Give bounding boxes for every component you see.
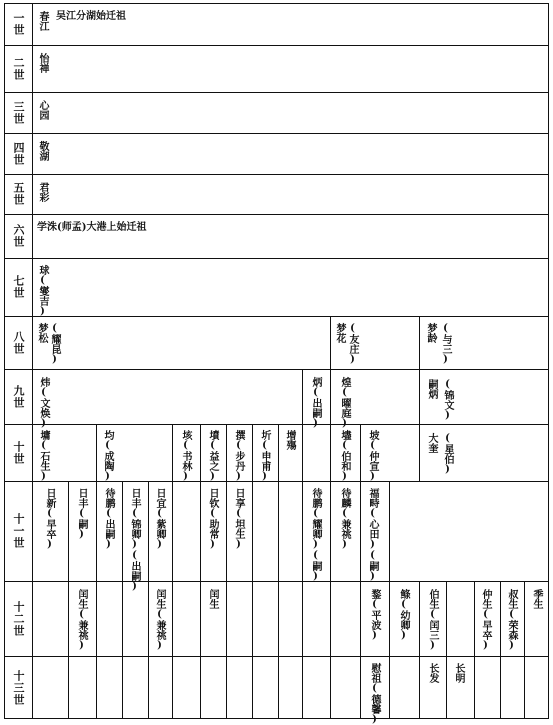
person-note: (锦文) [442,379,453,421]
column-divider [32,3,33,719]
person-name: 墳(益之) [207,430,218,482]
cell-divider [302,424,303,481]
cell-divider [148,481,149,719]
cell-divider [360,424,361,481]
person-note: (与三) [440,323,451,365]
person-name: 君彩 [37,182,48,202]
cell-divider [200,481,201,719]
cell-divider [474,581,475,719]
person-name: 日丰(锦卿)(出嗣) [129,488,140,592]
person-name: 垓(书林) [180,430,191,482]
generation-label: 六世 [12,224,25,248]
person-name: 闰生(兼祧) [154,589,165,651]
generation-label: 七世 [12,275,25,299]
row-divider [4,174,549,175]
cell-divider [122,481,123,719]
person-name: 圻(申甫) [259,430,270,482]
generation-label: 十一世 [12,513,25,549]
cell-divider [172,424,173,481]
person-name: 待鹏(出嗣) [103,488,114,550]
row-divider [4,316,549,317]
cell-divider [226,424,227,481]
person-name: 撰(步丹) [233,430,244,482]
person-name: 煌(曜庭) [339,377,350,429]
genealogy-table [4,3,549,725]
row-divider [4,92,549,93]
person-name: 梦松 [36,323,47,343]
person-note: (耀昆) [49,323,60,365]
cell-divider [252,481,253,719]
person-name: 日丰(嗣) [76,488,87,540]
person-name: 长明 [453,663,464,683]
person-name: 闰生(兼祧) [76,589,87,651]
generation-label: 五世 [12,182,25,206]
row-divider [4,424,549,425]
person-name: 大奎 [426,433,437,453]
person-name: 鲦(幼卿) [398,589,409,641]
cell-divider [96,424,97,481]
generation-label: 九世 [12,384,25,409]
person-name: 增殤 [284,430,295,450]
person-name: 炜(文焕) [38,377,49,429]
cell-divider [200,424,201,481]
cell-divider [419,424,420,481]
person-name: 伯生(闰三) [427,589,438,651]
person-name: 待麟(兼祧) [339,488,350,550]
generation-label: 十二世 [12,600,25,637]
generation-label: 四世 [12,141,25,166]
cell-divider [419,369,420,424]
cell-divider [330,369,331,424]
generation-label: 十三世 [12,669,25,706]
cell-divider [278,424,279,481]
cell-divider [68,481,69,719]
cell-divider [524,581,525,719]
generation-label: 十世 [12,440,25,465]
person-name: 梦花 [334,323,345,343]
cell-divider [360,481,361,719]
generation-label: 一世 [12,12,25,36]
row-divider [4,133,549,134]
person-name: 梦龄 [425,323,436,343]
person-note: 吴江分湖始迁祖 [56,11,126,22]
person-name: 仲生(早卒) [480,589,491,651]
generation-label: 八世 [12,330,25,355]
person-name: 春江 [37,11,48,31]
person-name: 坡(仲宣) [367,430,378,482]
person-name: 壗(伯和) [339,430,350,482]
person-note: (友庄) [347,323,358,365]
person-name: 日享(坦生) [233,488,244,550]
cell-divider [278,481,279,719]
cell-divider [446,581,447,719]
person-name: 嗣炳 [426,379,437,399]
row-divider [4,481,549,482]
row-divider [4,45,549,46]
row-divider [4,581,549,582]
person-name: 炳(出嗣) [310,377,321,429]
person-name: 季生 [531,589,542,609]
cell-divider [302,369,303,424]
person-name: 慰祖(德馨) [369,663,380,725]
person-name: 学洙(师孟)大港上始迁祖 [37,222,147,233]
person-name: 敬湖 [37,141,48,161]
row-divider [4,369,549,370]
cell-divider [302,481,303,719]
row-divider [4,258,549,259]
person-name: 怡禅 [37,53,48,73]
cell-divider [500,581,501,719]
cell-divider [96,481,97,719]
cell-divider [330,424,331,481]
generation-label: 二世 [12,56,25,81]
cell-divider [172,481,173,719]
person-name: 日宜(紫卿) [154,488,165,550]
cell-divider [419,316,420,369]
row-divider [4,656,549,657]
person-name: 福畤(心田)(嗣) [367,488,378,582]
cell-divider [252,424,253,481]
person-name: 球(燮吉) [37,265,48,317]
person-name: 长发 [427,663,438,683]
cell-divider [389,481,390,719]
cell-divider [226,481,227,719]
cell-divider [419,581,420,719]
person-name: 均(成陶) [102,430,113,482]
person-name: 待鹏(耀卿)(嗣) [310,488,321,582]
person-name: 闰生 [207,589,218,609]
person-name: 鍪(平波) [369,589,380,641]
generation-label: 三世 [12,100,25,125]
cell-divider [330,316,331,369]
person-name: 日钦(助常) [207,488,218,550]
person-name: 心园 [37,100,48,120]
row-divider [4,214,549,215]
cell-divider [330,481,331,719]
person-name: 叔生(荣森) [506,589,517,651]
person-name: 墉(石生) [38,430,49,482]
person-note: (星伯) [442,433,453,475]
person-name: 日新(早卒) [44,488,55,550]
